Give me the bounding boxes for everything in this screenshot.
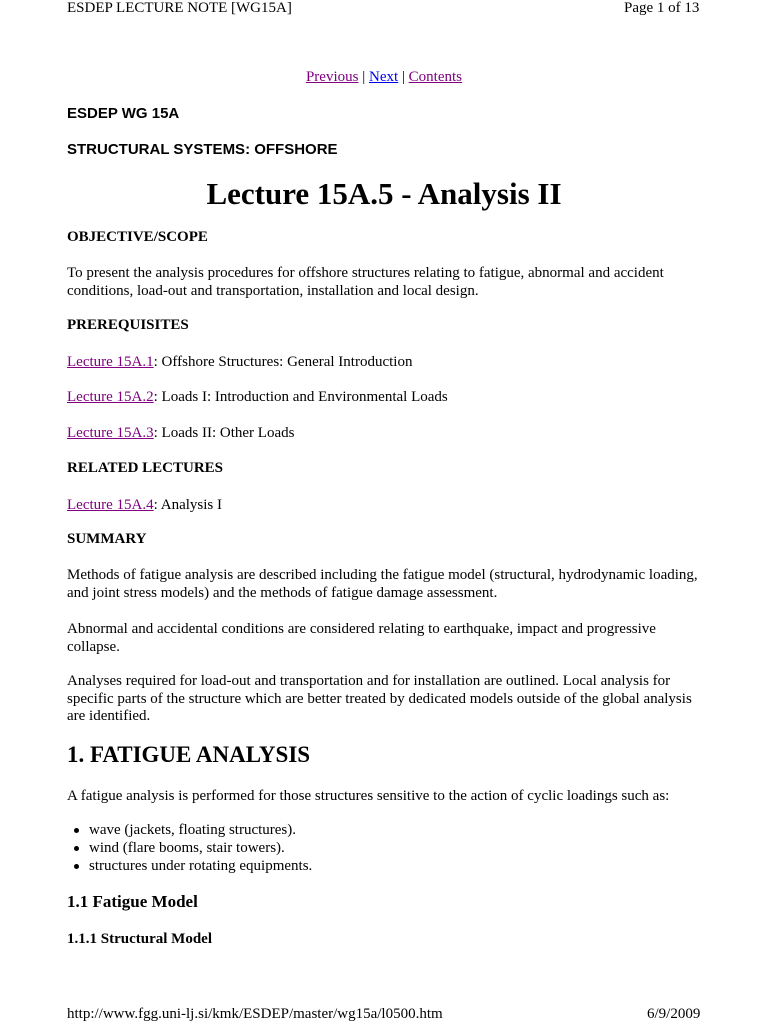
prerequisites-heading: PREREQUISITES xyxy=(67,317,189,333)
bullet-list xyxy=(67,821,312,875)
nav-separator: | xyxy=(401,69,405,85)
footer-url: http://www.fgg.uni-lj.si/kmk/ESDEP/master/wg15a/l0500.htm xyxy=(67,1006,443,1022)
lecture-link[interactable]: Lecture 15A.4 xyxy=(67,497,154,513)
lecture-link[interactable]: Lecture 15A.1 xyxy=(67,354,154,370)
page-title: Lecture 15A.5 - Analysis II xyxy=(206,176,562,211)
running-header-title: ESDEP LECTURE NOTE [WG15A] xyxy=(67,0,292,16)
lecture-link[interactable]: Lecture 15A.3 xyxy=(67,425,154,441)
subsubsection-heading: 1.1.1 Structural Model xyxy=(67,931,212,947)
subsection-heading: 1.1 Fatigue Model xyxy=(67,892,198,911)
working-group-label: ESDEP WG 15A xyxy=(67,105,180,122)
prerequisite-item xyxy=(67,389,448,406)
section-intro: A fatigue analysis is performed for those structures sensitive to the action of cyclic loadings such as: xyxy=(67,788,670,804)
summary-paragraph: Analyses required for load-out and transportation and for installation are outlined. Local analysis for specific parts of the structure which are better treated by dedicated models outside of the global analysis are identified. xyxy=(67,673,692,724)
footer-date: 6/9/2009 xyxy=(647,1006,701,1022)
next-link[interactable]: Next xyxy=(368,69,399,85)
list-item: wind (flare booms, stair towers). xyxy=(89,839,312,857)
objective-text: To present the analysis procedures for offshore structures relating to fatigue, abnormal and accident conditions, load-out and transportation, installation and local design. xyxy=(67,265,664,299)
prerequisite-item xyxy=(67,354,412,371)
lecture-link[interactable]: Lecture 15A.2 xyxy=(67,389,154,405)
summary-paragraph: Methods of fatigue analysis are described including the fatigue model (structural, hydrodynamic loading, and joint stress models) and the methods of fatigue damage assessment. xyxy=(67,567,698,601)
related-text: : Analysis I xyxy=(153,497,222,513)
prerequisite-text: : Offshore Structures: General Introduction xyxy=(153,354,413,370)
list-item: structures under rotating equipments. xyxy=(89,858,313,874)
section-heading: 1. FATIGUE ANALYSIS xyxy=(67,742,311,767)
nav-separator: | xyxy=(362,69,366,85)
prerequisite-text: : Loads II: Other Loads xyxy=(153,425,295,441)
prerequisite-text: : Loads I: Introduction and Environmental Loads xyxy=(153,389,448,405)
objective-heading: OBJECTIVE/SCOPE xyxy=(67,229,208,245)
list-item: wave (jackets, floating structures). xyxy=(89,821,312,839)
page-counter: Page 1 of 13 xyxy=(624,0,700,16)
summary-paragraph: Abnormal and accidental conditions are considered relating to earthquake, impact and progressive collapse. xyxy=(67,621,656,655)
previous-link[interactable]: Previous xyxy=(305,69,359,85)
related-item xyxy=(67,497,222,514)
structural-systems-label: STRUCTURAL SYSTEMS: OFFSHORE xyxy=(67,141,338,158)
related-lectures-heading: RELATED LECTURES xyxy=(67,460,224,476)
prerequisite-item xyxy=(67,425,294,442)
nav-bar xyxy=(0,69,768,86)
contents-link[interactable]: Contents xyxy=(408,69,463,85)
summary-heading: SUMMARY xyxy=(67,531,147,547)
